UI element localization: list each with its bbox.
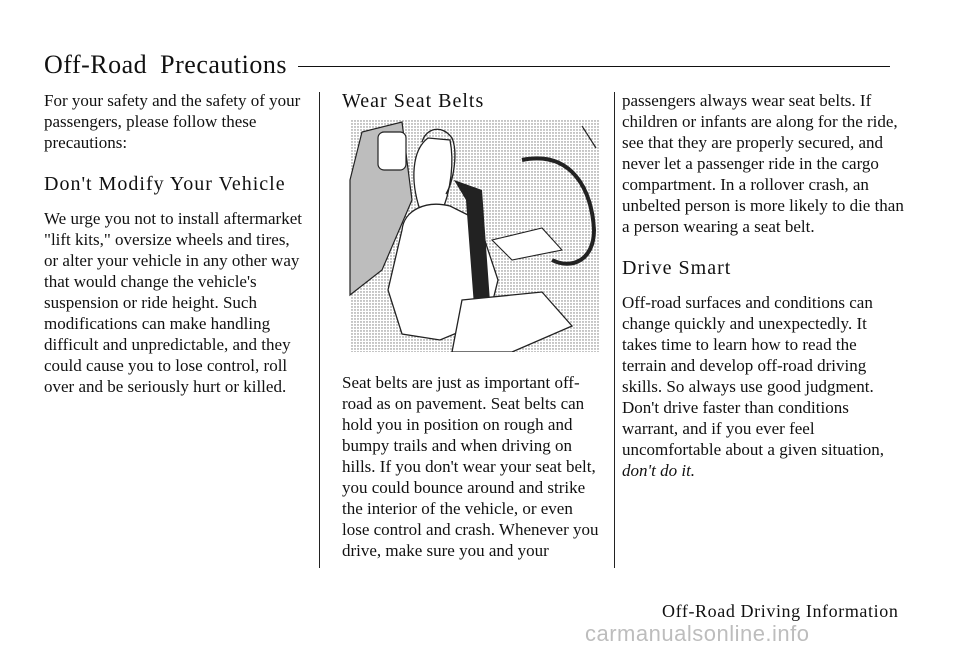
watermark: carmanualsonline.info (585, 621, 810, 646)
seat-belt-illustration (342, 120, 600, 352)
column-divider-left (319, 92, 320, 568)
page-title: Off-Road Precautions (44, 50, 287, 79)
drive-smart-paragraph (622, 292, 904, 481)
column-3 (622, 90, 904, 481)
drive-smart-emphasis: don't do it. (622, 461, 696, 480)
column-2-body (342, 372, 602, 561)
intro-paragraph: For your safety and the safety of your passengers, please follow these precautions: (44, 91, 301, 152)
modify-paragraph: We urge you not to install aftermarket "lift kits," oversize wheels and tires, or alter your vehicle in any other way that would change the vehicle's suspension or ride height. Such modifications can make handling difficult and unpredictable, and they could cause you to lose control, roll over and be seriously hurt or killed. (44, 209, 302, 396)
column-divider-right (614, 92, 615, 568)
column-2 (342, 90, 602, 113)
column-1 (44, 90, 304, 397)
heading-dont-modify: Don't Modify Your Vehicle (44, 173, 286, 195)
title-rule (298, 66, 890, 67)
footer-section-label: Off-Road Driving Information (662, 601, 899, 621)
drive-smart-text: Off-road surfaces and conditions can change quickly and unexpectedly. It takes time to learn how to read the terrain and develop off-road driving skills. So always use good judgment. Don't drive faster than conditions warrant, and if you ever feel uncomfortable about a given situation, (622, 293, 885, 459)
heading-drive-smart: Drive Smart (622, 257, 732, 279)
passengers-paragraph: passengers always wear seat belts. If children or infants are along for the ride, see that they are properly secured, and never let a passenger ride in the cargo compartment. In a rollover crash, an unbelted person is more likely to die than a person wearing a seat belt. (622, 91, 904, 236)
heading-wear-seat-belts: Wear Seat Belts (342, 90, 485, 112)
seat-belts-paragraph: Seat belts are just as important off-road as on pavement. Seat belts can hold you in position on rough and bumpy trails and when driving on hills. If you don't wear your seat belt, you could bounce around and strike the interior of the vehicle, or even lose control and crash. Whenever you drive, make sure you and your (342, 373, 599, 560)
